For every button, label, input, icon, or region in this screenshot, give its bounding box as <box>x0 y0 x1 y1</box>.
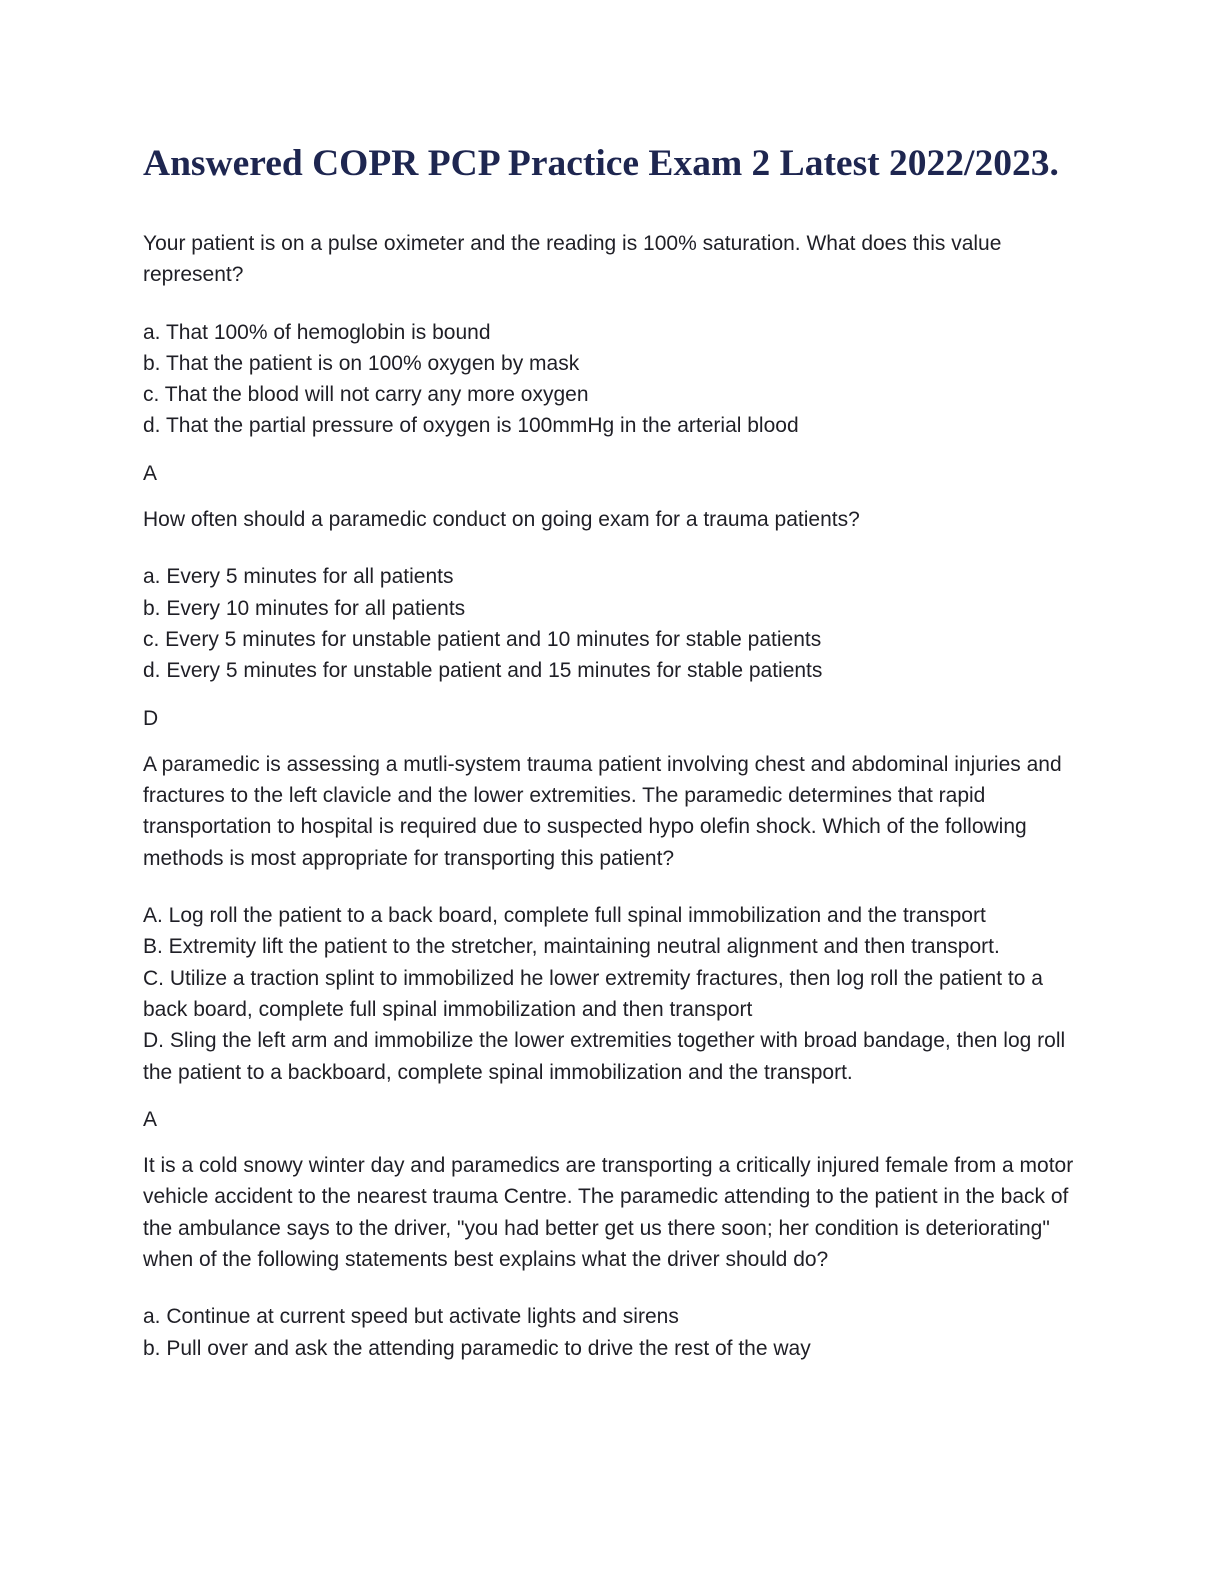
question-block-2 <box>143 504 1083 734</box>
document-title: Answered COPR PCP Practice Exam 2 Latest 2022/2023. <box>143 143 1059 184</box>
question-text: Your patient is on a pulse oximeter and the reading is 100% saturation. What does this value represent? <box>143 232 1002 287</box>
option-item: C. Utilize a traction splint to immobilized he lower extremity fractures, then log roll the patient to a back board, complete full spinal immobilization and then transport <box>143 966 1043 1021</box>
answer-key: D <box>143 706 159 730</box>
answer-key: A <box>143 1107 158 1131</box>
option-list <box>143 900 1083 1088</box>
question-block-4 <box>143 1150 1083 1364</box>
option-item: d. That the partial pressure of oxygen is 100mmHg in the arterial blood <box>143 414 799 438</box>
question-text: It is a cold snowy winter day and paramedics are transporting a critically injured female from a motor vehicle accident to the nearest trauma Centre. The paramedic attending to the patient in the back of the ambulance says to the driver, "you had better get us there soon; her condition is deteriorating" when of the following statements best explains what the driver should do? <box>143 1154 1074 1272</box>
option-item: b. Pull over and ask the attending paramedic to drive the rest of the way <box>143 1336 811 1360</box>
option-list <box>143 317 1083 442</box>
option-item: a. Continue at current speed but activate lights and sirens <box>143 1305 679 1329</box>
document-content <box>143 140 1083 1364</box>
option-item: c. That the blood will not carry any more oxygen <box>143 383 589 407</box>
option-item: c. Every 5 minutes for unstable patient and 10 minutes for stable patients <box>143 627 822 651</box>
option-item: a. Every 5 minutes for all patients <box>143 565 454 589</box>
option-item: A. Log roll the patient to a back board, complete full spinal immobilization and the transport <box>143 904 986 928</box>
question-text: A paramedic is assessing a mutli-system trauma patient involving chest and abdominal injuries and fractures to the left clavicle and the lower extremities. The paramedic determines that rapid transportation to hospital is required due to suspected hypo olefin shock. Which of the following methods is most appropriate for transporting this patient? <box>143 752 1062 870</box>
option-item: B. Extremity lift the patient to the stretcher, maintaining neutral alignment and then transport. <box>143 935 1000 959</box>
question-text: How often should a paramedic conduct on going exam for a trauma patients? <box>143 508 860 532</box>
option-item: b. Every 10 minutes for all patients <box>143 596 466 620</box>
option-item: D. Sling the left arm and immobilize the lower extremities together with broad bandage, then log roll the patient to a backboard, complete spinal immobilization and the transport. <box>143 1029 1066 1084</box>
option-item: b. That the patient is on 100% oxygen by mask <box>143 351 580 375</box>
option-item: a. That 100% of hemoglobin is bound <box>143 320 491 344</box>
option-item: d. Every 5 minutes for unstable patient and 15 minutes for stable patients <box>143 659 823 683</box>
question-block-1 <box>143 228 1083 489</box>
option-list <box>143 1301 1083 1364</box>
answer-key: A <box>143 461 158 485</box>
question-block-3 <box>143 749 1083 1135</box>
option-list <box>143 561 1083 686</box>
